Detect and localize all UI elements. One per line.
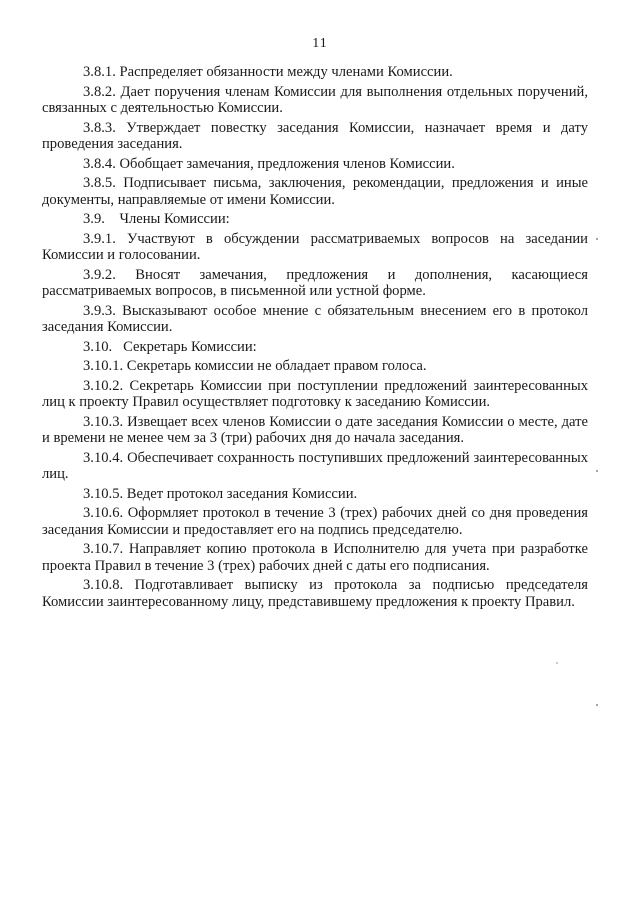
paragraph-3-10-3: 3.10.3. Извещает всех членов Комиссии о дате заседания Комиссии о месте, дате и времени не менее чем за 3 (три) рабочих дня до начала заседания. (42, 413, 588, 446)
paragraph-3-10-5: 3.10.5. Ведет протокол заседания Комиссии. (83, 485, 358, 502)
paragraph-3-10-6: 3.10.6. Оформляет протокол в течение 3 (трех) рабочих дней со дня проведения заседания Комиссии и предоставляет его на подпись председателю. (42, 505, 588, 538)
scan-speck (556, 662, 558, 664)
scan-speck (596, 470, 598, 472)
paragraph-3-8-2: 3.8.2. Дает поручения членам Комиссии для выполнения отдельных поручений, связанных с деятельностью Комиссии. (42, 83, 588, 116)
paragraph-3-10-2: 3.10.2. Секретарь Комиссии при поступлении предложений заинтересованных лиц к проекту Правил осуществляет подготовку к заседанию Комиссии. (42, 377, 588, 410)
page-number: 11 (312, 36, 328, 51)
paragraph-3-9-2: 3.9.2. Вносят замечания, предложения и дополнения, касающиеся рассматриваемых вопросов, в письменной или устной форме. (42, 266, 588, 299)
paragraph-3-10: 3.10. Секретарь Комиссии: (83, 338, 257, 355)
paragraph-3-10-7: 3.10.7. Направляет копию протокола в Исполнителю для учета при разработке проекта Правил в течение 3 (трех) рабочих дней с даты его подписания. (42, 541, 588, 574)
paragraph-3-8-3: 3.8.3. Утверждает повестку заседания Комиссии, назначает время и дату проведения заседания. (42, 119, 588, 152)
paragraph-3-9: 3.9. Члены Комиссии: (83, 211, 230, 227)
paragraph-3-8-1: 3.8.1. Распределяет обязанности между членами Комиссии. (83, 64, 453, 80)
document-body (42, 64, 588, 613)
paragraph-3-8-5: 3.8.5. Подписывает письма, заключения, рекомендации, предложения и иные документы, направляемые от имени Комиссии. (42, 175, 588, 208)
paragraph-3-10-1: 3.10.1. Секретарь комиссии не обладает правом голоса. (83, 358, 427, 374)
paragraph-3-9-1: 3.9.1. Участвуют в обсуждении рассматриваемых вопросов на заседании Комиссии и голосовании. (42, 230, 588, 263)
scan-speck (596, 238, 598, 240)
paragraph-3-10-4: 3.10.4. Обеспечивает сохранность поступивших предложений заинтересованных лиц. (42, 449, 588, 482)
paragraph-3-9-3: 3.9.3. Высказывают особое мнение с обязательным внесением его в протокол заседания Комиссии. (42, 302, 588, 335)
scan-speck (596, 704, 598, 706)
paragraph-3-10-8: 3.10.8. Подготавливает выписку из протокола за подписью председателя Комиссии заинтересованному лицу, представившему предложения к проекту Правил. (42, 577, 588, 610)
paragraph-3-8-4: 3.8.4. Обобщает замечания, предложения членов Комиссии. (83, 155, 455, 172)
